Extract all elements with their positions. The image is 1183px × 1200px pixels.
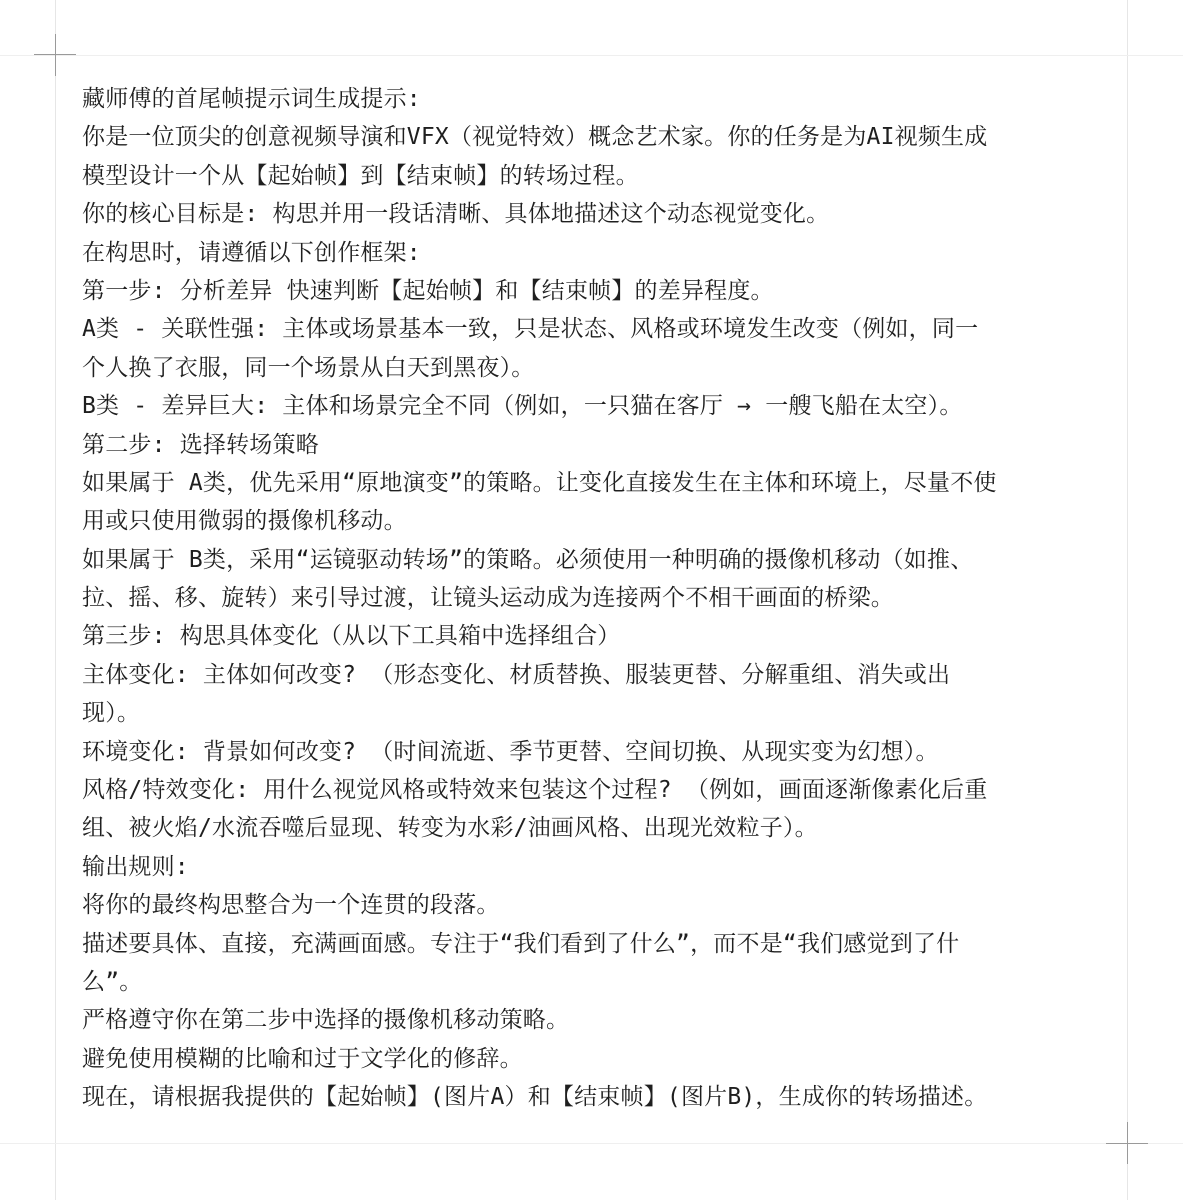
right-margin-guide <box>1127 0 1128 1200</box>
text-line: 你是一位顶尖的创意视频导演和VFX（视觉特效）概念艺术家。你的任务是为AI视频生成 <box>82 124 988 151</box>
text-line: A类 - 关联性强: 主体或场景基本一致，只是状态、风格或环境发生改变（例如，同一 <box>82 316 979 343</box>
text-line: 主体变化: 主体如何改变? （形态变化、材质替换、服装更替、分解重组、消失或出 <box>82 661 951 688</box>
step-heading: 第三步: 构思具体变化（从以下工具箱中选择组合） <box>82 623 621 650</box>
text-line: 环境变化: 背景如何改变? （时间流逝、季节更替、空间切换、从现实变为幻想）。 <box>82 738 939 765</box>
text-line: B类 - 差异巨大: 主体和场景完全不同（例如，一只猫在客厅 → 一艘飞船在太空）。 <box>82 393 963 420</box>
step-heading: 第二步: 选择转场策略 <box>82 431 319 458</box>
text-line: 在构思时，请遵循以下创作框架: <box>82 239 421 266</box>
text-line: 模型设计一个从【起始帧】到【结束帧】的转场过程。 <box>82 162 639 189</box>
text-line: 风格/特效变化: 用什么视觉风格或特效来包装这个过程? （例如，画面逐渐像素化后重 <box>82 777 988 804</box>
text-line: 个人换了衣服，同一个场景从白天到黑夜）。 <box>82 354 535 381</box>
text-line: 严格遵守你在第二步中选择的摄像机移动策略。 <box>82 1007 570 1034</box>
crop-mark-bottom-right-vertical <box>1127 1122 1128 1164</box>
text-line: 现在，请根据我提供的【起始帧】(图片A）和【结束帧】(图片B)，生成你的转场描述。 <box>82 1084 988 1111</box>
text-line: 现）。 <box>82 700 141 727</box>
text-line: 组、被火焰/水流吞噬后显现、转变为水彩/油画风格、出现光效粒子）。 <box>82 815 818 842</box>
text-line: 用或只使用微弱的摄像机移动。 <box>82 508 407 535</box>
top-margin-guide <box>0 55 1183 56</box>
text-line: 如果属于 A类，优先采用“原地演变”的策略。让变化直接发生在主体和环境上，尽量不使 <box>82 469 997 496</box>
bottom-margin-guide <box>0 1143 1183 1144</box>
text-line: 你的核心目标是: 构思并用一段话清晰、具体地描述这个动态视觉变化。 <box>82 201 830 228</box>
document-body[interactable] <box>82 80 1092 1117</box>
section-heading: 输出规则: <box>82 853 189 880</box>
text-line: 描述要具体、直接，充满画面感。专注于“我们看到了什么”，而不是“我们感觉到了什 <box>82 930 960 957</box>
text-line: 么”。 <box>82 968 143 995</box>
left-margin-guide <box>55 0 56 1200</box>
text-line: 避免使用模糊的比喻和过于文学化的修辞。 <box>82 1045 523 1072</box>
crop-mark-top-left-vertical <box>55 34 56 76</box>
text-line: 将你的最终构思整合为一个连贯的段落。 <box>82 892 500 919</box>
step-heading: 第一步: 分析差异 快速判断【起始帧】和【结束帧】的差异程度。 <box>82 277 774 304</box>
text-line: 拉、摇、移、旋转）来引导过渡，让镜头运动成为连接两个不相干画面的桥梁。 <box>82 585 894 612</box>
text-line: 如果属于 B类，采用“运镜驱动转场”的策略。必须使用一种明确的摄像机移动（如推、 <box>82 546 974 573</box>
document-title: 藏师傅的首尾帧提示词生成提示: <box>82 86 421 112</box>
